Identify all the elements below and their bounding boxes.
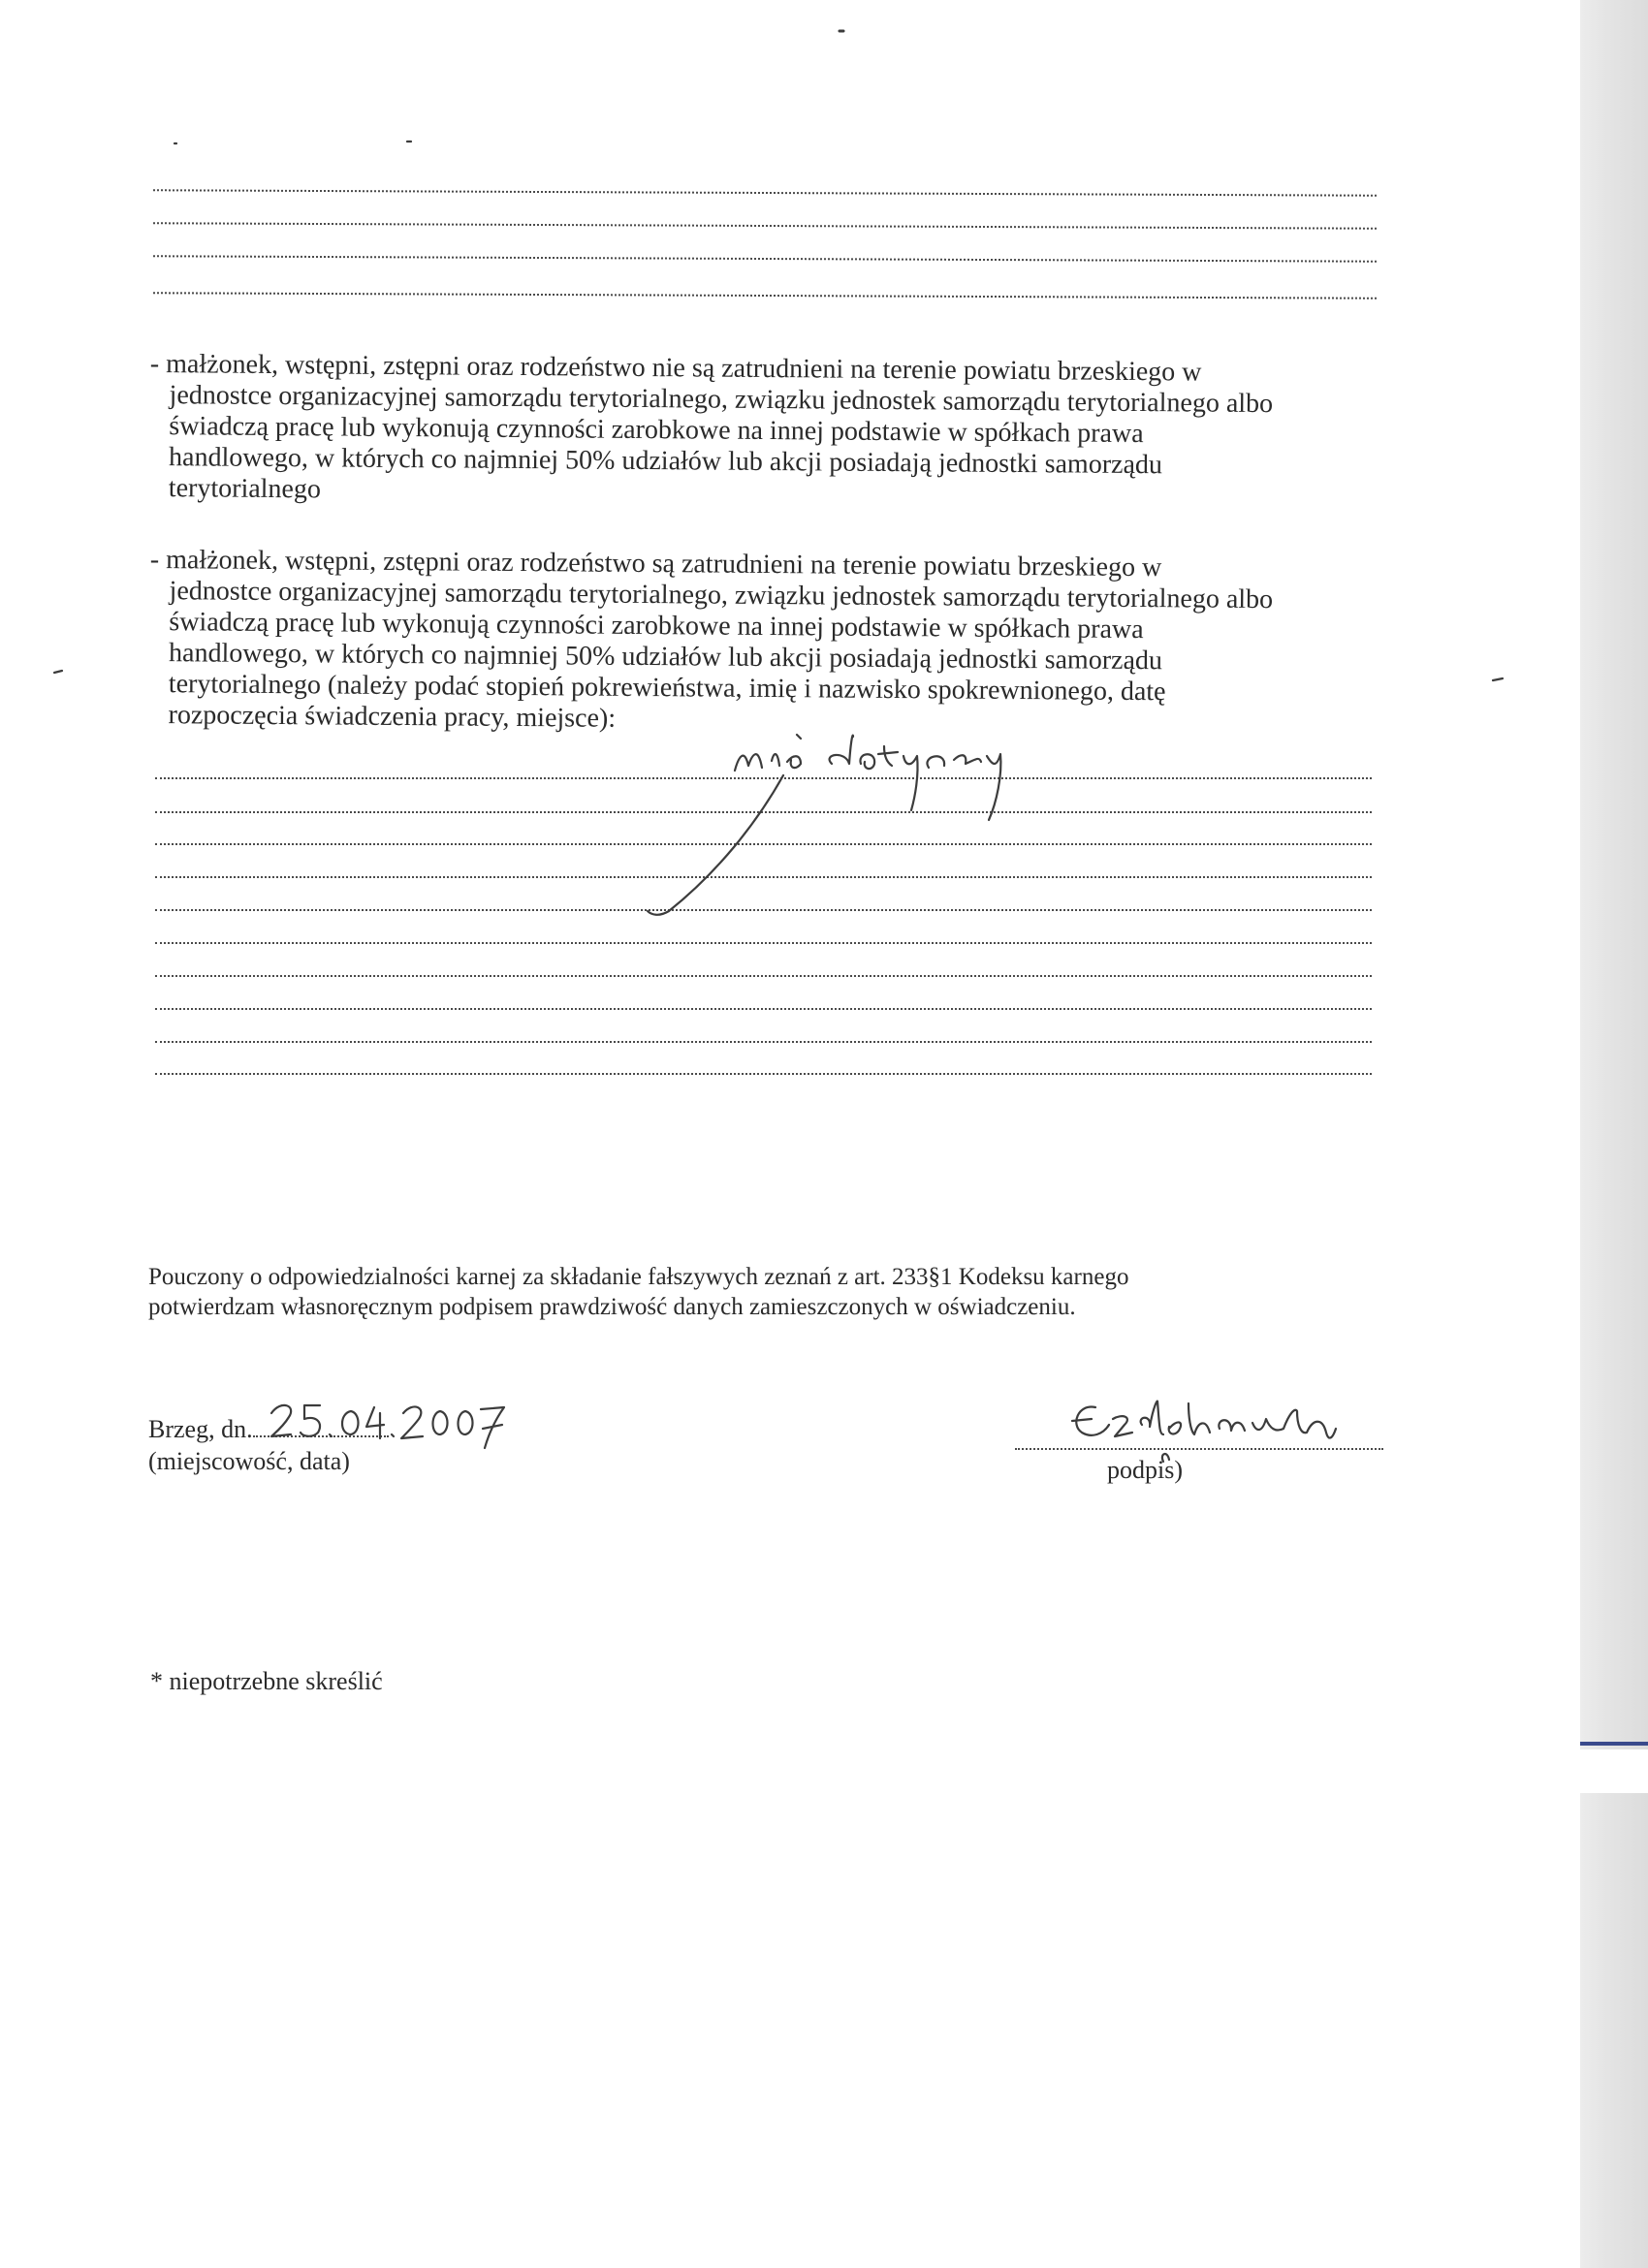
statement-line: - małżonek, wstępni, zstępni oraz rodzeństwo są zatrudnieni na terenie powiatu brzeskiego w bbox=[149, 545, 1162, 583]
dotted-line bbox=[153, 187, 1377, 197]
answer-line bbox=[155, 1039, 1372, 1043]
answer-line bbox=[155, 907, 1372, 911]
legal-notice-line: Pouczony o odpowiedzialności karnej za składanie fałszywych zeznań z art. 233§1 Kodeksu karnego bbox=[148, 1264, 1129, 1290]
signature-dotted-field bbox=[1015, 1448, 1383, 1450]
statement-line: jednostce organizacyjnej samorządu terytorialnego, związku jednostek samorządu terytorialnego albo bbox=[169, 576, 1274, 615]
place-date-block bbox=[148, 1413, 389, 1477]
statement-line: rozpoczęcia świadczenia pracy, miejsce): bbox=[168, 700, 617, 734]
dotted-line bbox=[153, 253, 1377, 263]
date-dotted-field bbox=[253, 1416, 389, 1437]
answer-line bbox=[155, 841, 1372, 845]
dotted-line bbox=[153, 290, 1377, 299]
answer-line bbox=[155, 973, 1372, 977]
statement-line: handlowego, w których co najmniej 50% udziałów lub akcji posiadają jednostki samorządu bbox=[169, 442, 1163, 481]
handwritten-answer bbox=[648, 735, 1000, 915]
answer-line bbox=[155, 1071, 1372, 1075]
place-date-caption: (miejscowość, data) bbox=[148, 1447, 350, 1475]
scan-edge-mark bbox=[1580, 1742, 1648, 1746]
statement-line: świadczą pracę lub wykonują czynności zarobkowe na innej podstawie w spółkach prawa bbox=[169, 607, 1144, 646]
footnote: * niepotrzebne skreślić bbox=[150, 1667, 383, 1695]
statement-line: świadczą pracę lub wykonują czynności zarobkowe na innej podstawie w spółkach prawa bbox=[169, 411, 1144, 450]
scan-edge bbox=[1580, 0, 1648, 2268]
answer-line bbox=[155, 874, 1372, 878]
place-date-label: Brzeg, dn. bbox=[148, 1415, 253, 1443]
statement-line: terytorialnego bbox=[168, 473, 322, 505]
statement-not-employed bbox=[149, 349, 1410, 514]
answer-line bbox=[155, 940, 1372, 944]
scan-edge-gap bbox=[1580, 1749, 1648, 1793]
answer-line bbox=[155, 1006, 1372, 1010]
statement-employed bbox=[148, 545, 1410, 740]
statement-line: jednostce organizacyjnej samorządu terytorialnego, związku jednostek samorządu terytorialnego albo bbox=[169, 380, 1274, 420]
legal-notice-line: potwierdzam własnoręcznym podpisem prawdziwość danych zamieszczonych w oświadczeniu. bbox=[148, 1294, 1076, 1320]
legal-notice bbox=[148, 1262, 1379, 1322]
answer-line bbox=[155, 809, 1372, 813]
answer-line bbox=[155, 775, 1372, 779]
signature-caption: podpis) bbox=[1107, 1456, 1183, 1484]
statement-line: terytorialnego (należy podać stopień pokrewieństwa, imię i nazwisko spokrewnionego, datę bbox=[168, 669, 1166, 708]
statement-line: handlowego, w których co najmniej 50% udziałów lub akcji posiadają jednostki samorządu bbox=[169, 638, 1163, 677]
handwritten-signature bbox=[1072, 1402, 1336, 1462]
statement-line: - małżonek, wstępni, zstępni oraz rodzeństwo nie są zatrudnieni na terenie powiatu brzeskiego w bbox=[149, 349, 1202, 388]
dotted-line bbox=[153, 220, 1377, 230]
